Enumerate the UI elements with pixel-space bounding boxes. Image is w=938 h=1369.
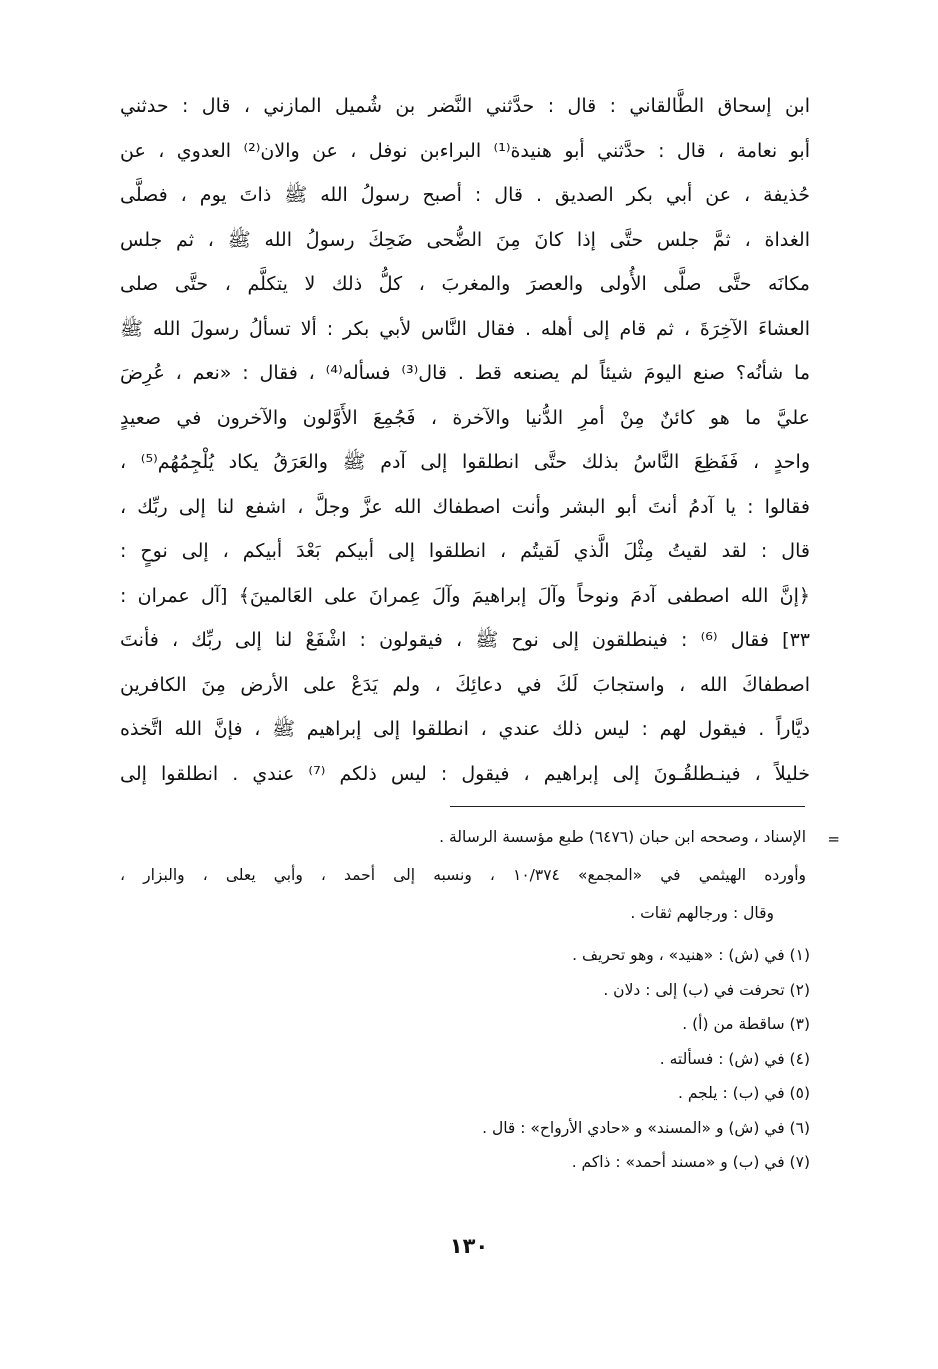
footnote-item: (٧) في (ب) و «مسند أحمد» : ذاكم .: [571, 1153, 810, 1171]
main-text-line: ﴿إنَّ الله اصطفى آدمَ ونوحاً وآلَ إبراهيمَ وآلَ عِمرانَ على العَالمينَ﴾ [آل عمران :: [120, 584, 810, 607]
main-text-line: فقالوا : يا آدمُ أنتَ أبو البشر وأنت اصطفاك الله عزَّ وجلَّ ، اشفع لنا إلى ربِّك ،: [120, 495, 810, 518]
footnote-continuation: [120, 818, 840, 932]
main-text-block: [120, 84, 810, 796]
footnote-continuation-line: وأورده الهيثمي في «المجمع» ١٠/٣٧٤ ، ونسبه إلى أحمد ، وأبي يعلى ، والبزار ،: [120, 866, 806, 884]
footnote-separator: [450, 806, 805, 807]
main-text-line: ما شأنُه؟ صنع اليومَ شيئاً لم يصنعه قط . قال⁽³⁾ فسأله⁽⁴⁾ ، فقال : «نعم ، عُرِضَ: [120, 362, 810, 384]
main-text-line: اصطفاكَ الله ، واستجابَ لَكَ في دعائِكَ ، ولم يَدَعْ على الأرض مِنَ الكافرين: [120, 673, 810, 696]
main-text-line: قال : لقد لقيتُ مِثْلَ الَّذي لَقيتُم ، انطلقوا إلى أبيكم بَعْدَ أبيكم ، إلى نوحٍ :: [120, 540, 810, 562]
footnote-item: (٣) ساقطة من (أ) .: [682, 1015, 810, 1033]
footnote-item: (٤) في (ش) : فسألته .: [659, 1049, 810, 1068]
main-text-line: أبو نعامة ، قال : حدَّثني أبو هنيدة⁽¹⁾ البراءبن نوفل ، عن والان⁽²⁾ العدوي ، عن: [120, 139, 810, 162]
main-text-line: العشاءَ الآخِرَةَ ، ثم قام إلى أهله . فقال النَّاس لأبي بكر : ألا تسألُ رسولَ الله ﷺ: [120, 317, 810, 340]
main-text-line: ابن إسحاق الطَّالقاني : قال : حدَّثني النَّضر بن شُميل المازني ، قال : حدثني: [120, 95, 810, 117]
footnote-continuation-line: وقال : ورجالهم ثقات .: [630, 904, 774, 922]
footnotes-list: [300, 938, 810, 1180]
continuation-marker: =: [827, 830, 840, 848]
main-text-line: عليَّ ما هو كائنٌ مِنْ أمرِ الدُّنيا والآخرة ، فَجُمِعَ الأَوَّلون والآخرون في صعيدٍ: [120, 406, 810, 429]
footnote-item: (٢) تحرفت في (ب) إلى : دلان .: [603, 980, 810, 999]
main-text-line: ديَّاراً . فيقول لهم : ليس ذلك عندي ، انطلقوا إلى إبراهيم ﷺ ، فإنَّ الله اتَّخذه: [120, 718, 810, 740]
footnote-item: (١) في (ش) : «هنيد» ، وهو تحريف .: [572, 946, 810, 964]
main-text-line: حُذيفة ، عن أبي بكر الصديق . قال : أصبح رسولُ الله ﷺ ذاتَ يوم ، فصلَّى: [120, 184, 810, 206]
main-text-line: ٣٣] فقال ⁽⁶⁾ : فينطلقون إلى نوح ﷺ ، فيقولون : اشْفَعْ لنا إلى ربِّك ، فأنتَ: [120, 629, 810, 651]
page-number: ١٣٠: [449, 1234, 489, 1258]
footnote-continuation-line: الإسناد ، وصححه ابن حبان (٦٤٧٦) طبع مؤسسة الرسالة .: [439, 828, 806, 846]
main-text-line: مكانَه حتَّى صلَّى الأُولى والعصرَ والمغربَ ، كلُّ ذلك لا يتكلَّم ، حتَّى صلى: [120, 273, 810, 295]
footnote-item: (٦) في (ش) و «المسند» و «حادي الأرواح» : قال .: [482, 1118, 810, 1137]
main-text-line: الغداة ، ثمَّ جلس حتَّى إذا كانَ مِنَ الضُّحى ضَحِكَ رسولُ الله ﷺ ، ثم جلس: [120, 228, 810, 251]
main-text-line: واحدٍ ، فَفَظِعَ النَّاسُ بذلك حتَّى انطلقوا إلى آدم ﷺ والعَرَقُ يكاد يُلْجِمُهُم⁽⁵⁾ ،: [120, 451, 810, 473]
main-text-line: خليلاً ، فينـطلقُـونَ إلى إبراهيم ، فيقول : ليس ذلكم ⁽⁷⁾ عندي . انطلقوا إلى: [120, 762, 810, 785]
footnote-item: (٥) في (ب) : يلجم .: [677, 1084, 810, 1102]
